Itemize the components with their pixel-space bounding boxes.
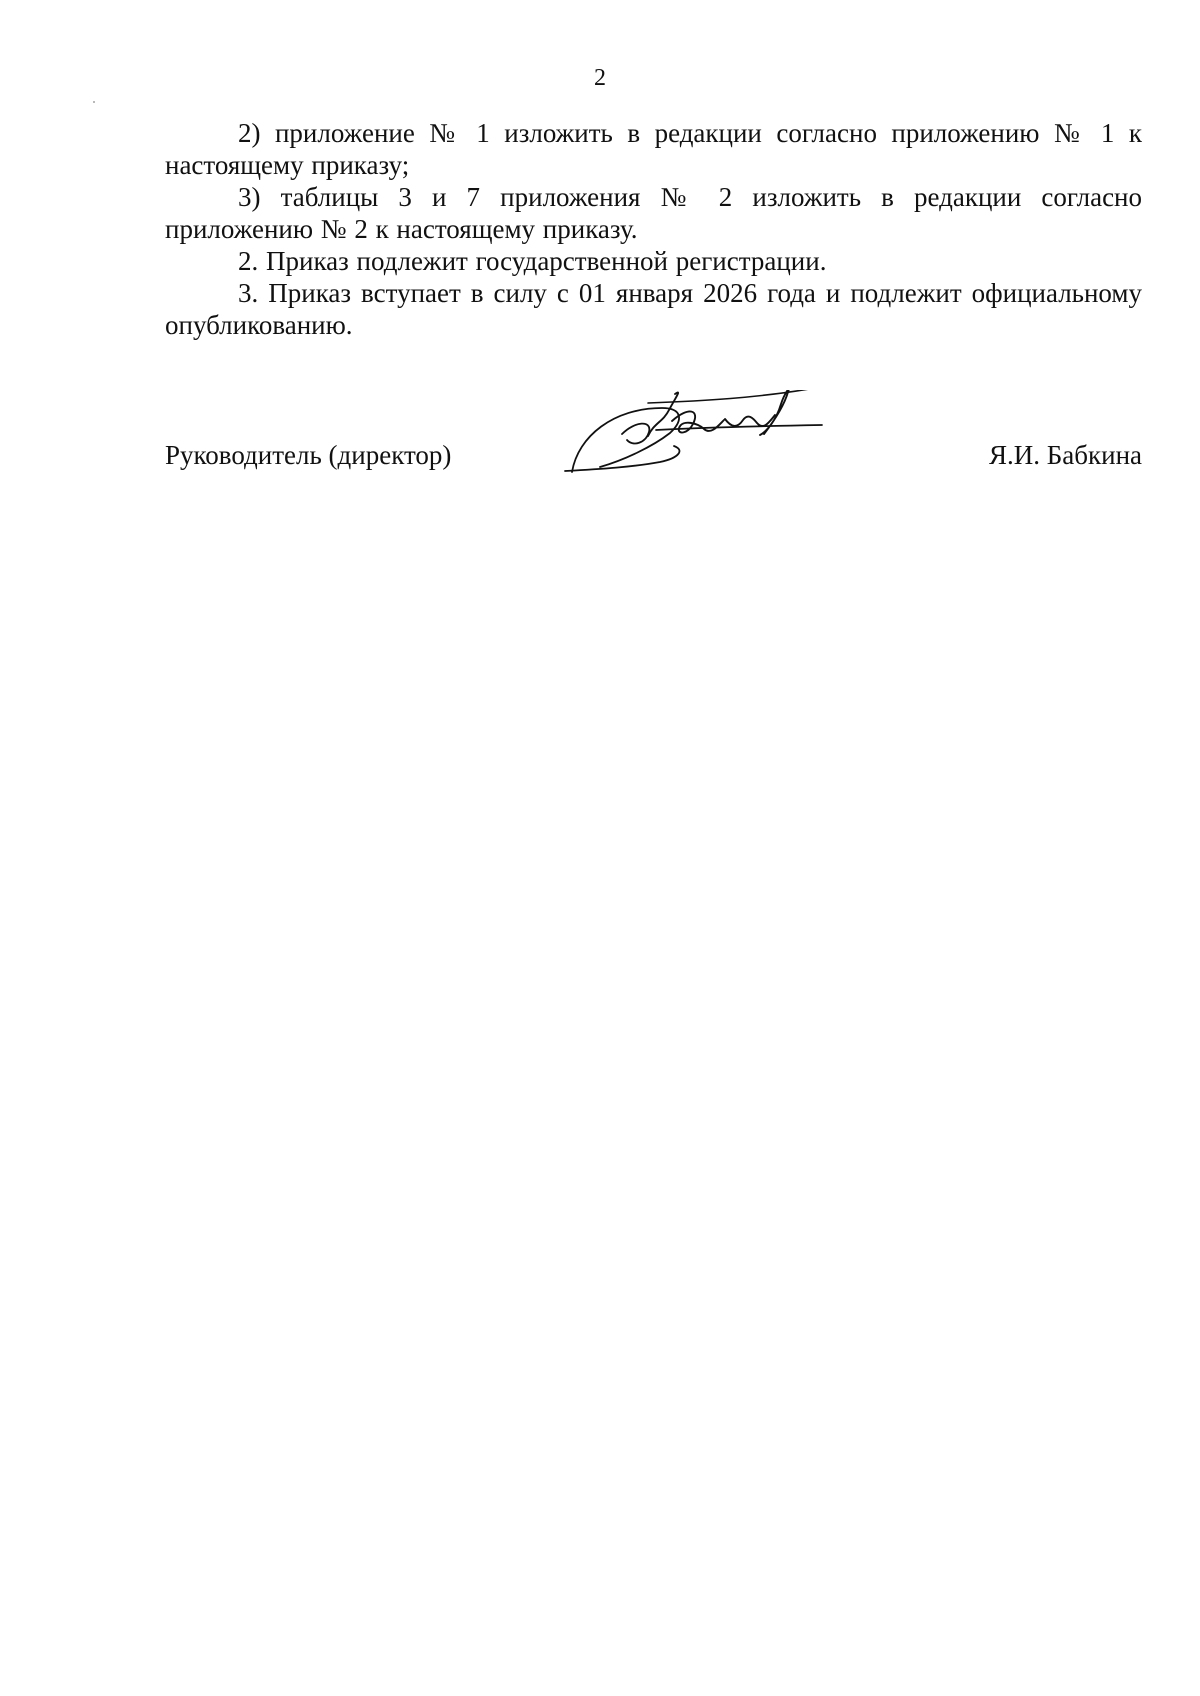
document-body [165,117,1142,341]
paragraph-registration: 2. Приказ подлежит государственной регистрации. [238,246,827,276]
signatory-name: Я.И. Бабкина [989,440,1142,470]
handwritten-signature [560,390,880,520]
signatory-title: Руководитель (директор) [165,440,452,470]
signature-stroke [622,424,649,444]
signature-stroke [725,415,775,426]
signature-strokes [560,390,880,520]
paragraph-item-3: 3) таблицы 3 и 7 приложения № 2 изложить в редакции согласно приложению № 2 к настоящему приказу. [165,182,1142,244]
paragraph-item-2: 2) приложение № 1 изложить в редакции согласно приложению № 1 к настоящему приказу; [165,118,1142,180]
scan-speck [93,101,95,103]
paragraph-effective-date: 3. Приказ вступает в силу с 01 января 2026 года и подлежит официальному опубликованию. [165,278,1142,340]
signature-stroke [760,390,789,435]
page-number: 2 [594,65,606,91]
